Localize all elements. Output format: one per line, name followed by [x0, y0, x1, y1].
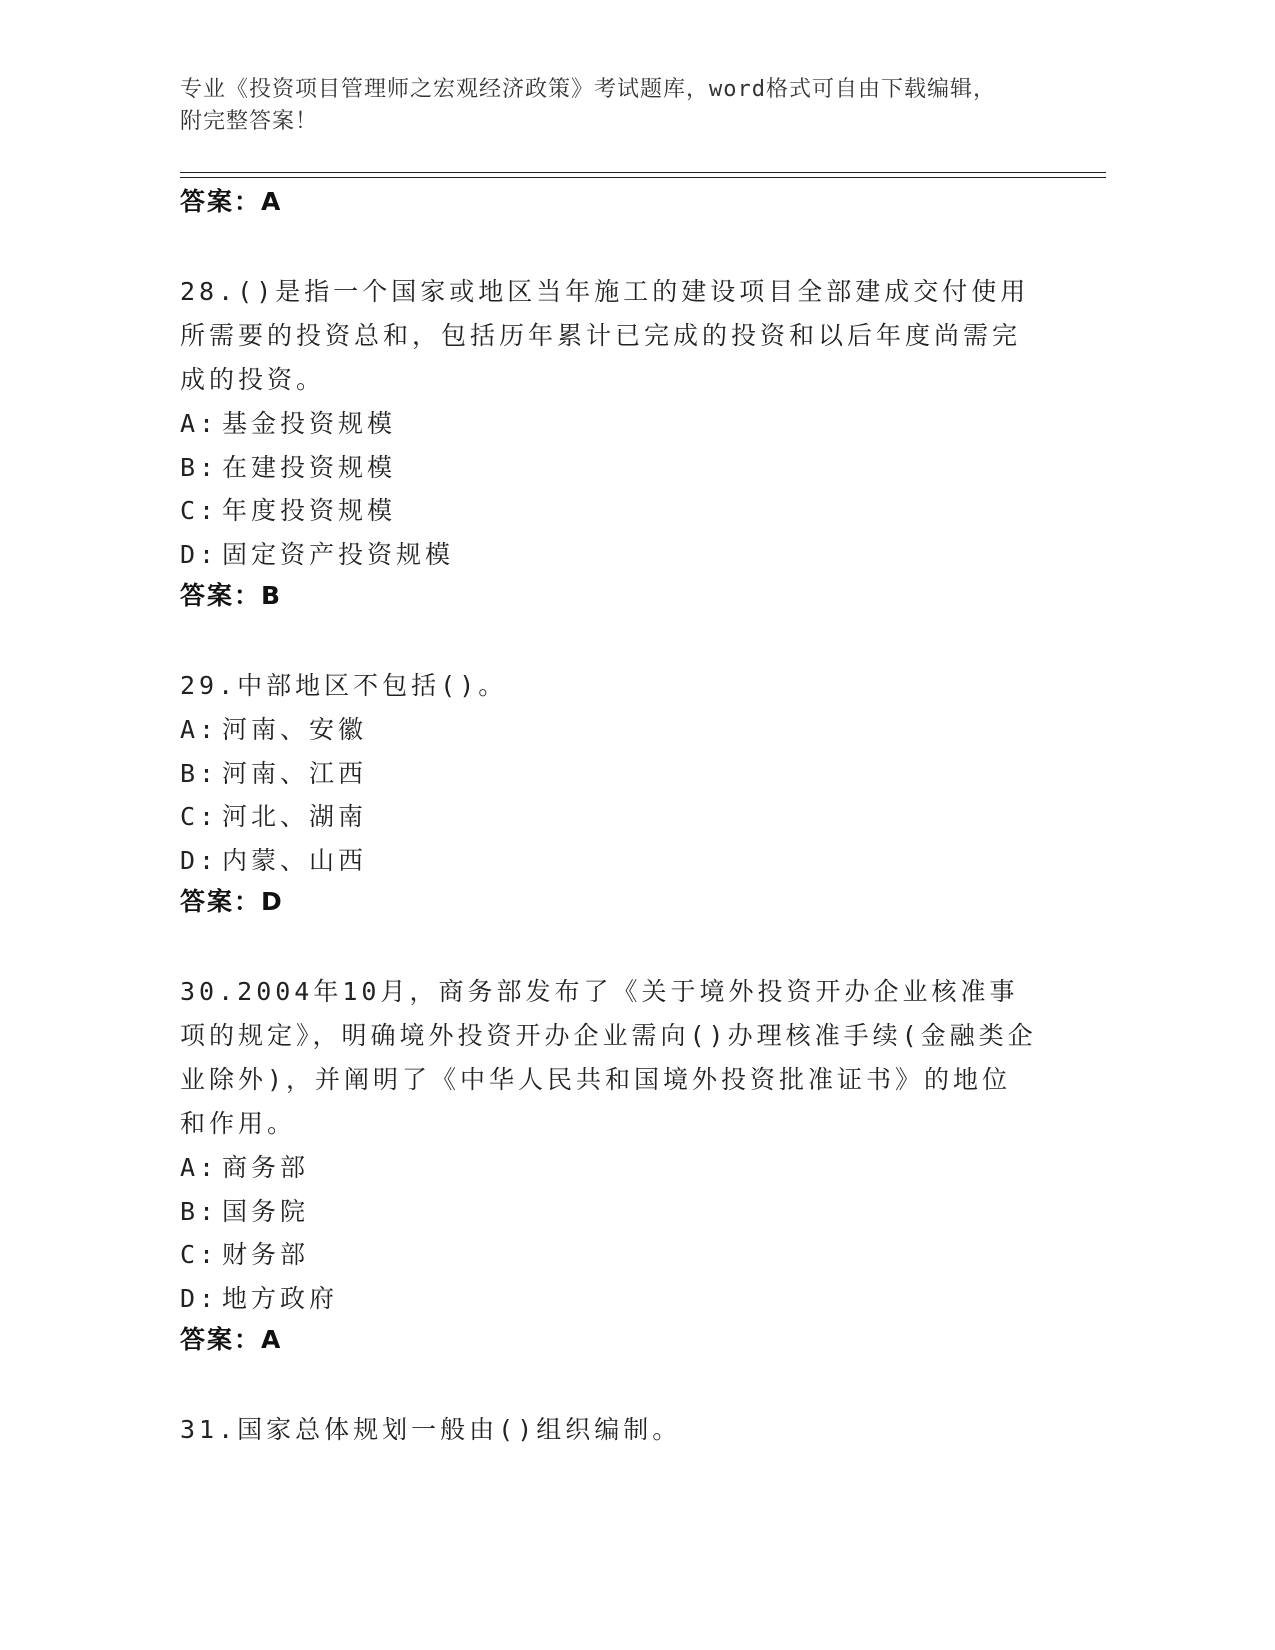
option-b [180, 1190, 1040, 1234]
question-item [180, 1408, 1040, 1452]
option-text: 基金投资规模 [222, 409, 397, 438]
option-text: 在建投资规模 [222, 452, 397, 482]
option-text: 内蒙、山西 [222, 845, 368, 875]
option-letter: D: [180, 1283, 219, 1313]
header-line-1: 专业《投资项目管理师之宏观经济政策》考试题库，word格式可自由下载编辑， [180, 77, 996, 102]
header-divider-bottom [180, 177, 1106, 178]
option-letter: B: [180, 1196, 219, 1226]
option-b [180, 446, 1040, 490]
option-a [180, 1146, 1040, 1190]
option-d [180, 533, 1040, 577]
option-a [180, 402, 1040, 446]
answer-line: 答案：B [180, 581, 283, 610]
option-text: 国务院 [222, 1196, 310, 1226]
option-c [180, 795, 1040, 839]
option-text: 河南、江西 [222, 758, 368, 788]
option-a [180, 708, 1040, 752]
question-stem: 28.()是指一个国家或地区当年施工的建设项目全部建成交付使用所需要的投资总和，包括历年累计已完成的投资和以后年度尚需完成的投资。 [180, 277, 1030, 394]
option-text: 固定资产投资规模 [222, 539, 455, 569]
option-b [180, 752, 1040, 796]
question-stem: 29.中部地区不包括()。 [180, 671, 508, 700]
option-letter: A: [180, 715, 219, 744]
option-letter: B: [180, 758, 219, 788]
question-item [180, 970, 1040, 1360]
question-stem: 30.2004年10月，商务部发布了《关于境外投资开办企业核准事项的规定》，明确境外投资开办企业需向()办理核准手续(金融类企业除外)，并阐明了《中华人民共和国境外投资批准证书》的地位和作用。 [180, 977, 1037, 1138]
option-letter: D: [180, 845, 219, 875]
answer-line: 答案：D [180, 887, 284, 916]
option-text: 财务部 [222, 1240, 310, 1269]
page-header [180, 74, 1120, 138]
option-text: 商务部 [222, 1153, 310, 1182]
question-stem: 31.国家总体规划一般由()组织编制。 [180, 1415, 682, 1444]
option-letter: B: [180, 452, 219, 482]
option-c [180, 1233, 1040, 1277]
option-d [180, 839, 1040, 883]
option-c [180, 489, 1040, 533]
option-letter: A: [180, 1153, 219, 1182]
option-text: 地方政府 [222, 1283, 339, 1313]
option-letter: C: [180, 802, 219, 831]
option-text: 年度投资规模 [222, 496, 397, 525]
question-item [180, 270, 1040, 616]
answer-line: 答案：A [180, 187, 283, 216]
header-line-2: 附完整答案！ [180, 109, 319, 134]
option-letter: C: [180, 496, 219, 525]
option-text: 河北、湖南 [222, 802, 368, 831]
option-letter: C: [180, 1240, 219, 1269]
answer-line: 答案：A [180, 1325, 283, 1354]
question-item [180, 664, 1040, 922]
option-d [180, 1277, 1040, 1321]
question-list [180, 182, 1040, 1452]
option-letter: A: [180, 409, 219, 438]
option-letter: D: [180, 539, 219, 569]
option-text: 河南、安徽 [222, 715, 368, 744]
header-divider-top [180, 172, 1106, 173]
